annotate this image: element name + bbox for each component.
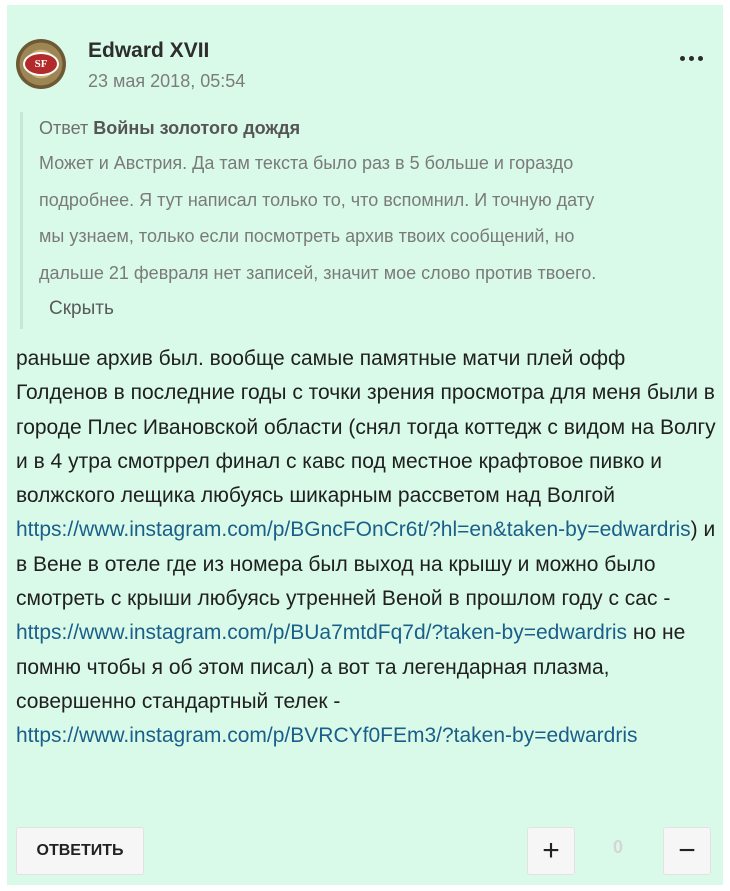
downvote-button[interactable] — [663, 827, 711, 875]
dot — [689, 56, 694, 61]
body-text-part: раньше архив был. вообще самые памятные матчи плей офф Голденов в последние годы с точки зрения просмотра для меня были в городе Плес Ивановской области (снял тогда коттедж с видом на Волгу и в 4 утра смотррел финал с кавс под местное крафтовое пивко и волжского лещика любуясь шикарным рассветом над Волгой — [16, 347, 716, 508]
plus-icon: + — [542, 834, 560, 867]
author-name[interactable]: Edward XVII — [88, 39, 210, 62]
reply-quote — [20, 112, 710, 329]
avatar-logo-text: SF — [34, 58, 48, 70]
comment-header — [7, 5, 723, 105]
avatar[interactable] — [16, 39, 66, 89]
upvote-button[interactable] — [527, 827, 575, 875]
comment-body — [16, 342, 716, 754]
vote-score: 0 — [612, 837, 623, 857]
body-text-part: но не помню чтобы я об этом писал) а вот та легендарная плазма, совершенно стандартный телек - — [16, 621, 686, 713]
quoted-author[interactable]: Войны золотого дождя — [93, 118, 301, 138]
instagram-link[interactable]: https://www.instagram.com/p/BVRCYf0FEm3/?taken-by=edwardris — [16, 724, 638, 748]
quote-text — [39, 145, 710, 291]
quote-line: дальше 21 февраля нет записей, значит мое слово против твоего. — [39, 262, 597, 283]
quote-header — [39, 116, 710, 140]
instagram-link[interactable]: https://www.instagram.com/p/BGncFOnCr6t/?hl=en&taken-by=edwardris — [16, 518, 691, 542]
quote-line: мы узнаем, только если посмотреть архив твоих сообщений, но — [39, 226, 575, 246]
minus-icon: − — [678, 834, 696, 867]
quote-line: подробнее. Я тут написал только то, что вспомнил. И точную дату — [39, 189, 595, 210]
quote-line: Может и Австрия. Да там текста было раз в 5 больше и гораздо — [39, 153, 574, 173]
instagram-link[interactable]: https://www.instagram.com/p/BUa7mtdFq7d/?taken-by=edwardris — [16, 621, 628, 645]
dot — [680, 56, 685, 61]
dot — [698, 56, 703, 61]
three-dots-icon[interactable] — [680, 56, 703, 61]
49ers-logo-icon — [23, 52, 59, 76]
comment-date: 23 мая 2018, 05:54 — [88, 71, 246, 91]
comment-card — [7, 5, 723, 885]
hide-quote-link[interactable]: Скрыть — [49, 298, 114, 319]
reply-button[interactable]: ОТВЕТИТЬ — [16, 827, 144, 875]
body-text-part: ) и в Вене в отеле где из номера был выход на крышу и можно было смотреть с крыши любуясь утренней Веной в прошлом году с сас - — [16, 518, 716, 611]
quote-prefix: Ответ — [39, 118, 89, 138]
